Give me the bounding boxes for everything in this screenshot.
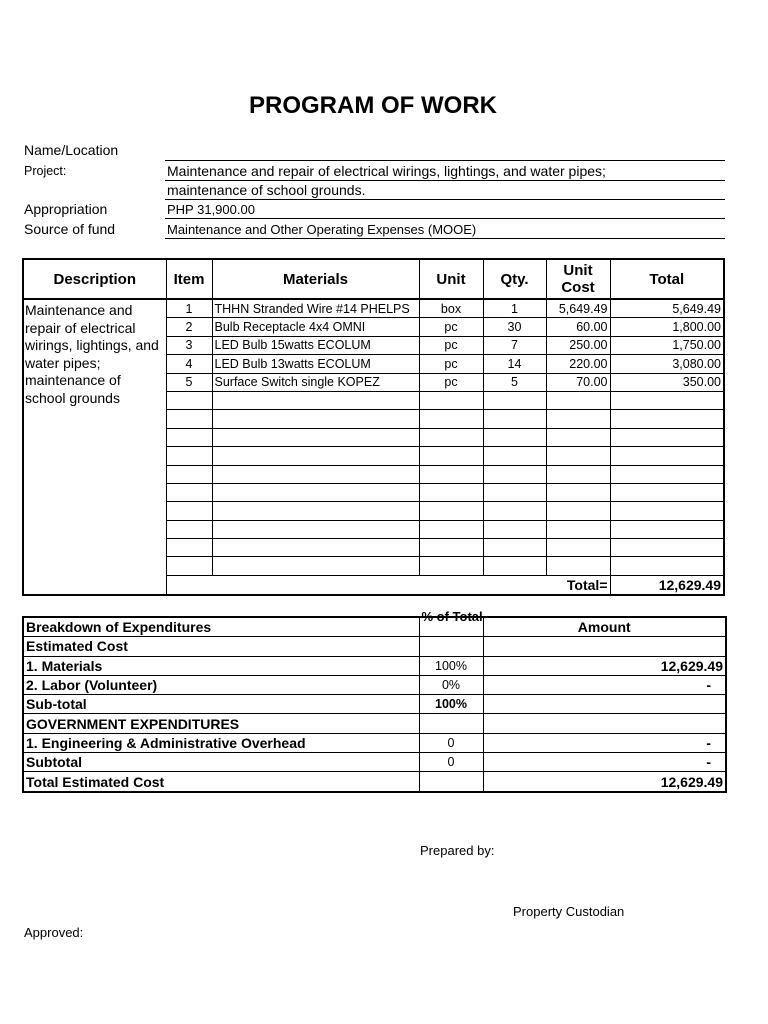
page-title: PROGRAM OF WORK: [249, 92, 497, 119]
unit-cell: pc: [419, 336, 483, 354]
project-value-line1: Maintenance and repair of electrical wirings, lightings, and water pipes;: [167, 163, 606, 179]
breakdown-pct: 0: [419, 753, 483, 772]
table-header-row: [23, 259, 724, 299]
item-cell: 4: [166, 355, 212, 373]
breakdown-pct: [419, 772, 483, 792]
unit-cost-cell: 5,649.49: [546, 299, 610, 318]
source-of-fund-label: Source of fund: [24, 221, 116, 237]
breakdown-pct: 0%: [419, 675, 483, 694]
unit-cell: pc: [419, 355, 483, 373]
col-description: Description: [23, 259, 166, 299]
underline: [165, 238, 725, 239]
item-cell: 1: [166, 299, 212, 318]
breakdown-row: [23, 733, 726, 752]
breakdown-label: Sub-total: [23, 695, 419, 714]
breakdown-pct: 100%: [419, 695, 483, 714]
breakdown-amount: 12,629.49: [483, 772, 726, 792]
col-unit-cost-line2: Cost: [561, 279, 595, 296]
breakdown-amount: [483, 695, 726, 714]
unit-cell: pc: [419, 373, 483, 391]
appropriation-value: PHP 31,900.00: [167, 202, 255, 217]
pct-header-text: % of Total: [421, 609, 483, 625]
unit-cell: pc: [419, 318, 483, 336]
col-unit-cost: [546, 259, 610, 299]
table-row: [23, 299, 724, 318]
materials-table: [22, 258, 725, 596]
breakdown-amount: -: [483, 753, 726, 772]
breakdown-label: GOVERNMENT EXPENDITURES: [23, 714, 419, 733]
source-of-fund-value: Maintenance and Other Operating Expenses (MOOE): [167, 222, 477, 237]
unit-cost-cell: 250.00: [546, 336, 610, 354]
breakdown-header-row: [23, 617, 726, 637]
total-cell: 1,750.00: [610, 336, 724, 354]
prepared-by-label: Prepared by:: [420, 843, 495, 858]
item-cell: 2: [166, 318, 212, 336]
breakdown-pct: [419, 714, 483, 733]
total-cell: 350.00: [610, 373, 724, 391]
breakdown-amount: [483, 714, 726, 733]
project-label: Project:: [24, 164, 67, 178]
breakdown-row: [23, 637, 726, 656]
breakdown-pct: [419, 637, 483, 656]
grand-total-value: 12,629.49: [610, 575, 724, 595]
breakdown-amount: 12,629.49: [483, 656, 726, 675]
appropriation-label: Appropriation: [24, 201, 108, 217]
material-cell: LED Bulb 13watts ECOLUM: [212, 355, 419, 373]
breakdown-table: [22, 609, 727, 793]
breakdown-pct: 0: [419, 733, 483, 752]
breakdown-label: Total Estimated Cost: [23, 772, 419, 792]
material-cell: THHN Stranded Wire #14 PHELPS: [212, 299, 419, 318]
breakdown-row: [23, 714, 726, 733]
approved-label: Approved:: [24, 925, 84, 940]
col-unit: Unit: [419, 259, 483, 299]
description-cell: Maintenance and repair of electrical wirings, lightings, and water pipes; maintenance of school grounds: [23, 299, 166, 595]
breakdown-row: [23, 753, 726, 772]
breakdown-amount: -: [483, 733, 726, 752]
total-cell: 5,649.49: [610, 299, 724, 318]
item-cell: 3: [166, 336, 212, 354]
qty-cell: 30: [483, 318, 546, 336]
breakdown-row: [23, 695, 726, 714]
qty-cell: 7: [483, 336, 546, 354]
breakdown-amount: [483, 637, 726, 656]
material-cell: Surface Switch single KOPEZ: [212, 373, 419, 391]
underline: [165, 199, 725, 200]
breakdown-label: 1. Materials: [23, 656, 419, 675]
unit-cost-cell: 70.00: [546, 373, 610, 391]
breakdown-row: [23, 675, 726, 694]
qty-cell: 5: [483, 373, 546, 391]
col-item: Item: [166, 259, 212, 299]
qty-cell: 14: [483, 355, 546, 373]
col-unit-cost-line1: Unit: [563, 262, 593, 279]
breakdown-header-amount: Amount: [483, 617, 726, 637]
breakdown-row: [23, 656, 726, 675]
breakdown-label: Estimated Cost: [23, 637, 419, 656]
total-cell: 1,800.00: [610, 318, 724, 336]
material-cell: LED Bulb 15watts ECOLUM: [212, 336, 419, 354]
qty-cell: 1: [483, 299, 546, 318]
breakdown-label: Subtotal: [23, 753, 419, 772]
unit-cost-cell: 220.00: [546, 355, 610, 373]
name-location-label: Name/Location: [24, 142, 119, 158]
col-qty: Qty.: [483, 259, 546, 299]
unit-cost-cell: 60.00: [546, 318, 610, 336]
breakdown-amount: -: [483, 675, 726, 694]
breakdown-row: [23, 772, 726, 792]
total-cell: 3,080.00: [610, 355, 724, 373]
breakdown-pct: 100%: [419, 656, 483, 675]
breakdown-label: 1. Engineering & Administrative Overhead: [23, 733, 419, 752]
breakdown-label: 2. Labor (Volunteer): [23, 675, 419, 694]
breakdown-header-pct: [419, 609, 483, 637]
unit-cell: box: [419, 299, 483, 318]
underline: [165, 218, 725, 219]
col-materials: Materials: [212, 259, 419, 299]
breakdown-header-label: Breakdown of Expenditures: [23, 617, 419, 637]
material-cell: Bulb Receptacle 4x4 OMNI: [212, 318, 419, 336]
materials-table-body: [23, 299, 724, 595]
col-total: Total: [610, 259, 724, 299]
property-custodian-label: Property Custodian: [513, 904, 625, 919]
underline: [165, 160, 725, 161]
total-label: Total=: [546, 575, 610, 595]
project-value-line2: maintenance of school grounds.: [167, 182, 366, 198]
item-cell: 5: [166, 373, 212, 391]
underline: [165, 180, 725, 181]
